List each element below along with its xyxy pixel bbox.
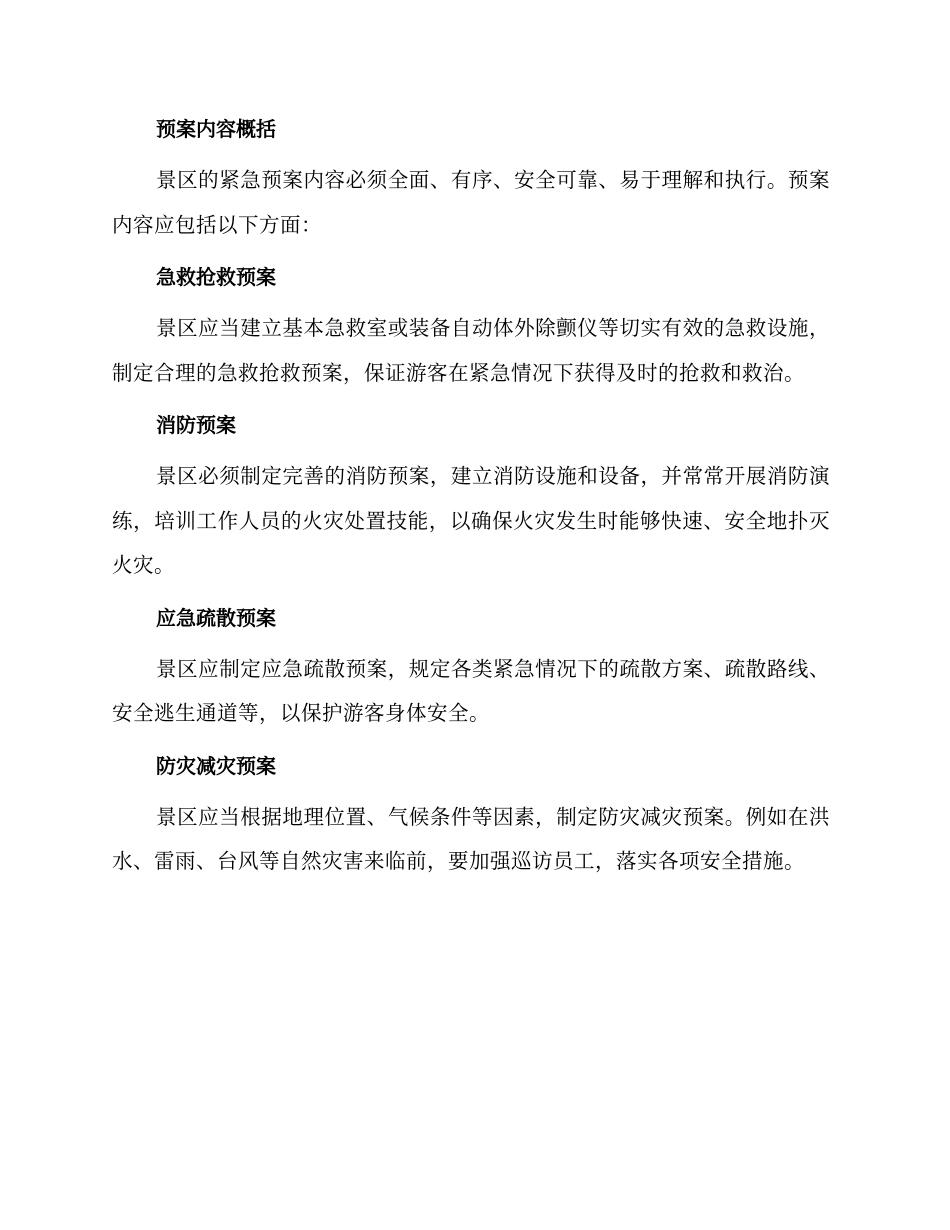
section-body: 景区必须制定完善的消防预案，建立消防设施和设备，并常常开展消防演练，培训工作人员的火灾处置技能，以确保火灾发生时能够快速、安全地扑灭火灾。 <box>112 464 830 577</box>
section-evacuation <box>112 599 830 747</box>
section-body: 景区应制定应急疏散预案，规定各类紧急情况下的疏散方案、疏散路线、安全逃生通道等，以保护游客身体安全。 <box>112 656 830 725</box>
section-heading: 应急疏散预案 <box>156 605 276 630</box>
section-body: 景区应当建立基本急救室或装备自动体外除颤仪等切实有效的急救设施，制定合理的急救抢救预案，保证游客在紧急情况下获得及时的抢救和救治。 <box>112 316 830 385</box>
section-body: 景区应当根据地理位置、气候条件等因素，制定防灾减灾预案。例如在洪水、雷雨、台风等自然灾害来临前，要加强巡访员工，落实各项安全措施。 <box>112 804 830 873</box>
section-first-aid <box>112 258 830 406</box>
document-page <box>112 110 830 884</box>
section-heading: 预案内容概括 <box>156 117 276 141</box>
section-fire <box>112 406 830 599</box>
section-overview <box>112 110 830 258</box>
section-heading: 防灾减灾预案 <box>156 753 276 778</box>
section-disaster-prevention <box>112 747 830 884</box>
section-heading: 急救抢救预案 <box>156 265 276 289</box>
section-heading: 消防预案 <box>156 413 236 437</box>
section-body: 景区的紧急预案内容必须全面、有序、安全可靠、易于理解和执行。预案内容应包括以下方面： <box>112 168 830 237</box>
